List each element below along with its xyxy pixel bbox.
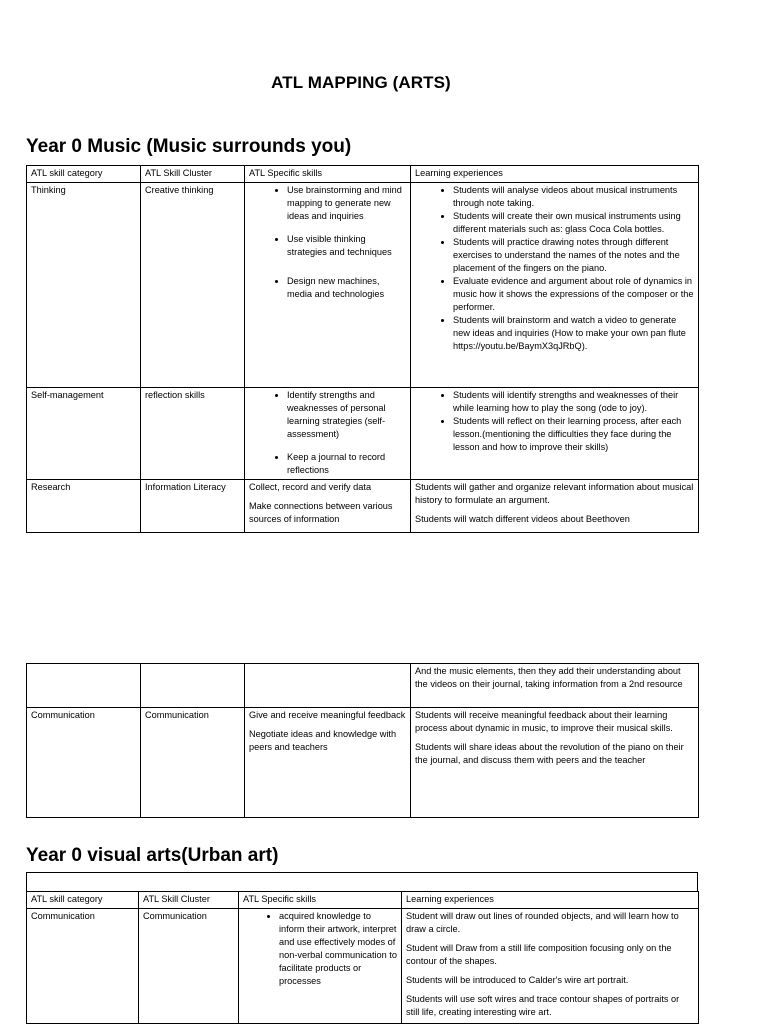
row-experiences	[411, 388, 699, 480]
skill-text: Collect, record and verify data	[249, 482, 372, 492]
skill-text: Give and receive meaningful feedback	[249, 710, 406, 720]
row-skills	[245, 664, 411, 708]
table-row	[27, 388, 699, 480]
table-row	[27, 480, 699, 533]
table-header-row	[27, 166, 699, 183]
header-learning-experiences: Learning experiences	[402, 892, 699, 909]
skill-item: • Use brainstorming and mind mapping to generate new ideas and inquiries	[287, 184, 406, 223]
skill-item: • Identify strengths and weaknesses of personal learning strategies (self-assessment)	[287, 389, 406, 441]
row-category: Self-management	[27, 388, 141, 480]
skill-text: Negotiate ideas and knowledge with peers and teachers	[249, 729, 397, 752]
header-skill-cluster: ATL Skill Cluster	[139, 892, 239, 909]
table-row	[27, 664, 699, 708]
visual-arts-atl-table	[26, 891, 699, 1024]
row-experiences	[411, 183, 699, 388]
table-header-row	[27, 892, 699, 909]
experience-item: • Evaluate evidence and argument about role of dynamics in music how it shows the expressions of the composer or the performer.	[453, 275, 694, 314]
row-skills	[245, 183, 411, 388]
skill-text: Make connections between various sources of information	[249, 501, 393, 524]
header-specific-skills: ATL Specific skills	[245, 166, 411, 183]
row-cluster: reflection skills	[141, 388, 245, 480]
row-cluster: Creative thinking	[141, 183, 245, 388]
experience-item: • Students will create their own musical instruments using different materials such as: glass Coca Cola bottles.	[453, 210, 694, 236]
row-cluster	[141, 664, 245, 708]
experience-text: Students will use soft wires and trace contour shapes of portraits or still life, creating interesting wire art.	[406, 994, 680, 1017]
row-experiences	[402, 909, 699, 1024]
skill-item: • acquired knowledge to inform their artwork, interpret and use effectively modes of non-verbal communication to facilitate products or processes	[279, 910, 397, 988]
experience-text: Students will receive meaningful feedback about their learning process about dynamic in music, to improve their musical skills.	[415, 710, 673, 733]
header-learning-experiences: Learning experiences	[411, 166, 699, 183]
header-specific-skills: ATL Specific skills	[239, 892, 402, 909]
experience-text: Students will gather and organize relevant information about musical history to formulate an argument.	[415, 482, 694, 505]
experience-item: • Students will analyse videos about musical instruments through note taking.	[453, 184, 694, 210]
row-category: Research	[27, 480, 141, 533]
document-title: ATL MAPPING (ARTS)	[271, 73, 451, 92]
music-atl-table-continued	[26, 663, 699, 818]
experience-text: Student will Draw from a still life composition focusing only on the contour of the shapes.	[406, 943, 672, 966]
row-category: Communication	[27, 708, 141, 818]
experience-item: • Students will reflect on their learning process, after each lesson.(mentioning the difficulties they face during the lesson and how to improve their skills)	[453, 415, 694, 454]
row-skills	[245, 708, 411, 818]
music-atl-table	[26, 165, 699, 533]
experience-item: • Students will practice drawing notes through different exercises to understand the names of the notes and the placement of the fingers on the piano.	[453, 236, 694, 275]
skill-item: • Keep a journal to record reflections	[287, 451, 406, 477]
row-experiences	[411, 480, 699, 533]
header-skill-cluster: ATL Skill Cluster	[141, 166, 245, 183]
experience-text: Students will share ideas about the revolution of the piano on their the journal, and discuss them with peers and the teacher	[415, 742, 684, 765]
table-row	[27, 909, 699, 1024]
row-category: Communication	[27, 909, 139, 1024]
skill-item: • Use visible thinking strategies and techniques	[287, 233, 406, 259]
skill-item: • Design new machines, media and technologies	[287, 275, 406, 301]
visual-arts-table-top-bar	[26, 872, 698, 892]
music-section-heading: Year 0 Music (Music surrounds you)	[26, 136, 352, 157]
experience-text: Student will draw out lines of rounded objects, and will learn how to draw a circle.	[406, 911, 679, 934]
experience-item: • Students will brainstorm and watch a video to generate new ideas and inquiries (How to make your own pan flute https://youtu.be/BaymX3qJRbQ).	[453, 314, 694, 353]
row-skills	[239, 909, 402, 1024]
table-row	[27, 183, 699, 388]
table-row	[27, 708, 699, 818]
row-category	[27, 664, 141, 708]
row-experiences	[411, 708, 699, 818]
experience-text: Students will watch different videos about Beethoven	[415, 514, 630, 524]
experience-text: Students will be introduced to Calder's wire art portrait.	[406, 975, 629, 985]
row-skills	[245, 480, 411, 533]
header-skill-category: ATL skill category	[27, 166, 141, 183]
row-cluster: Communication	[139, 909, 239, 1024]
experience-item: • Students will identify strengths and weaknesses of their while learning how to play the song (ode to joy).	[453, 389, 694, 415]
row-category: Thinking	[27, 183, 141, 388]
visual-arts-section-heading: Year 0 visual arts(Urban art)	[26, 845, 279, 866]
row-skills	[245, 388, 411, 480]
row-cluster: Information Literacy	[141, 480, 245, 533]
row-cluster: Communication	[141, 708, 245, 818]
row-experiences: And the music elements, then they add their understanding about the videos on their journal, taking information from a 2nd resource	[411, 664, 699, 708]
header-skill-category: ATL skill category	[27, 892, 139, 909]
